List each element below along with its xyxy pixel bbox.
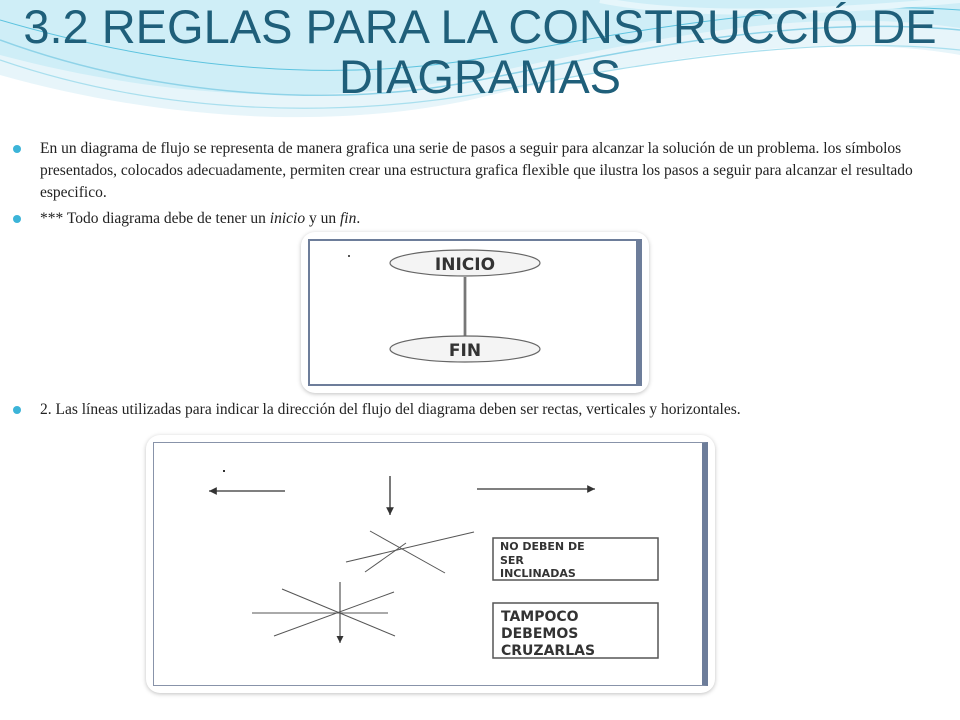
figure-line-directions <box>146 435 715 693</box>
page-title <box>0 2 960 102</box>
figure-inicio-fin <box>301 232 649 393</box>
bullet-text: En un diagrama de flujo se representa de manera grafica una serie de pasos a seguir para alcanzar la solución de un problema. los símbolos presentados, colocados adecuadamente, permiten crear una estructura grafica flexible que ilustra los pasos a seguir para alcanzar el resultado especifico. <box>40 140 913 201</box>
note-inclined-line3: INCLINADAS <box>500 567 576 580</box>
note-inclined-line1: NO DEBEN DE <box>500 540 585 553</box>
note-inclined-line2: SER <box>500 554 524 567</box>
dot-mark <box>223 470 225 472</box>
title-line-1: 3.2 REGLAS PARA LA CONSTRUCCIÓ DE <box>23 0 937 53</box>
dot-mark <box>348 255 350 257</box>
bullet-icon <box>13 406 21 414</box>
crossing-line-d2 <box>274 592 394 636</box>
bullet-text-fin: fin <box>339 210 357 227</box>
note-crossing-line2: DEBEMOS <box>501 626 579 642</box>
figure-line-directions-canvas <box>153 442 708 686</box>
bullet-text-suffix: . <box>356 210 361 227</box>
note-crossing-line3: CRUZARLAS <box>501 643 596 659</box>
end-label: FIN <box>448 341 482 361</box>
inclined-line-3 <box>365 543 406 572</box>
bullet-text: 2. Las líneas utilizadas para indicar la dirección del flujo del diagrama deben ser rectas, verticales y horizontales. <box>40 401 741 418</box>
bullet-paragraph-2 <box>40 208 940 230</box>
bullet-paragraph-3 <box>40 399 940 421</box>
inclined-line-1 <box>370 531 445 573</box>
inclined-line-2 <box>346 532 474 562</box>
bullet-text-inicio: inicio <box>269 210 306 227</box>
note-crossing-line1: TAMPOCO <box>501 609 579 625</box>
bullet-text-mid: y un <box>305 210 340 227</box>
bullet-icon <box>13 215 21 223</box>
figure-inicio-fin-canvas <box>308 239 642 386</box>
title-line-2: DIAGRAMAS <box>338 50 622 103</box>
start-label: INICIO <box>434 255 496 275</box>
bullet-icon <box>13 145 21 153</box>
bullet-text-prefix: *** Todo diagrama debe de tener un <box>40 210 270 227</box>
bullet-paragraph-1 <box>40 138 940 204</box>
